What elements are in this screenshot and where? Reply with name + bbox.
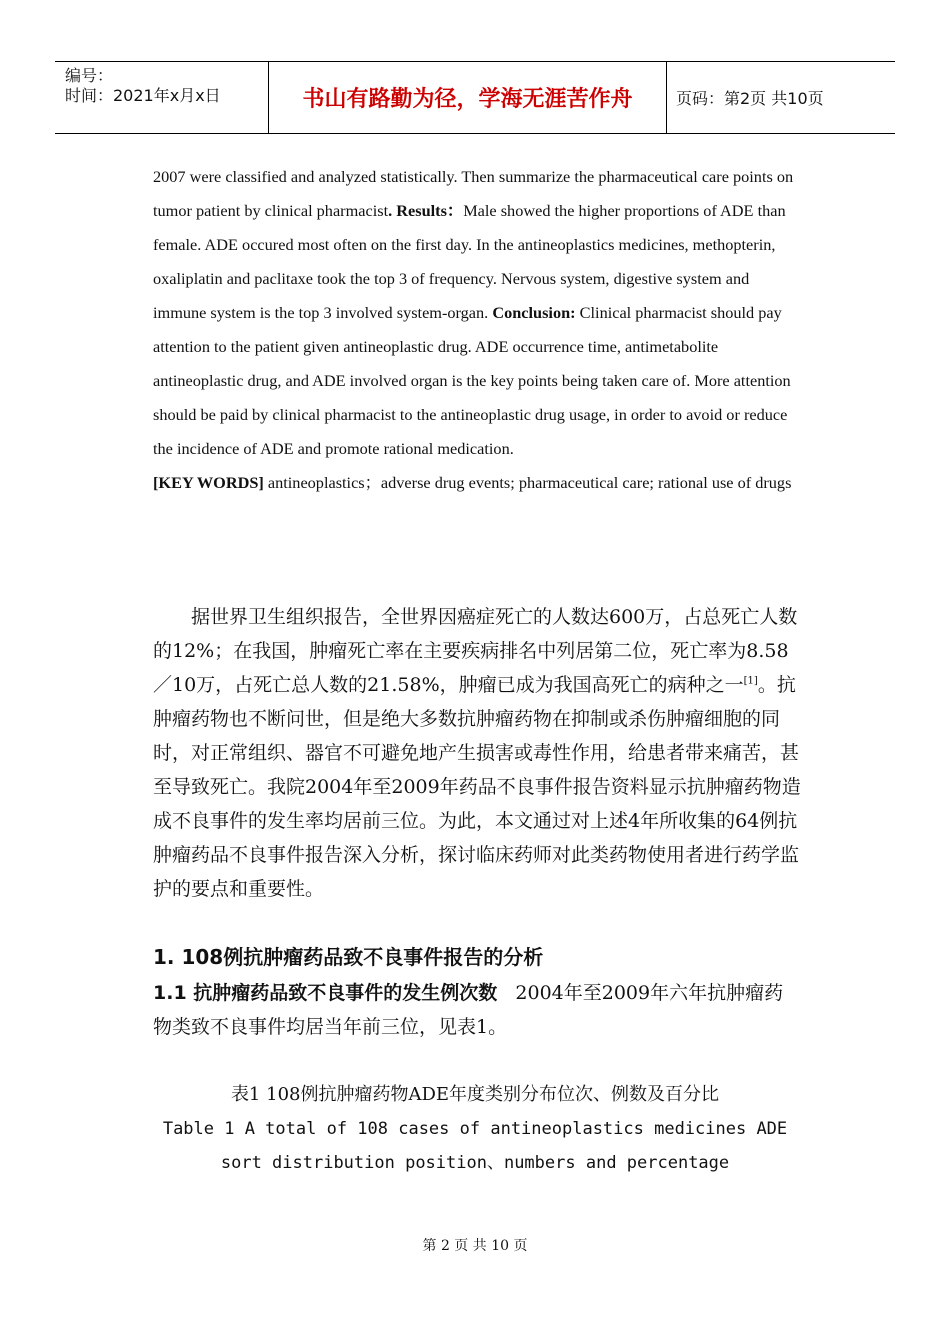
header-divider-right bbox=[666, 61, 667, 133]
header-serial-label: 编号： bbox=[65, 66, 114, 85]
table-caption-cn: 表1 108例抗肿瘤药物ADE年度类别分布位次、例数及百分比 bbox=[230, 1084, 720, 1105]
header-time-label: 时间：2021年x月x日 bbox=[65, 86, 221, 105]
abstract-intro-text: 2007 were classified and analyzed statistically. Then summarize the pharmaceutical care points on tumor patient by clinical pharmacist bbox=[153, 167, 794, 220]
keywords-text: antineoplastics；adverse drug events; pharmaceutical care; rational use of drugs bbox=[267, 473, 792, 492]
body-paragraph bbox=[153, 600, 801, 906]
abstract-conclusion-label: Conclusion: bbox=[492, 303, 576, 322]
abstract-conclusion-text: Clinical pharmacist should pay attention to the patient given antineoplastic drug. ADE occurrence time, antimetabolite antineoplastic drug, and ADE involved organ is the key points being taken care of. More attention should be paid by clinical pharmacist to the antineoplastic drug usage, in order to avoid or reduce the incidence of ADE and promote rational medication. bbox=[153, 303, 791, 458]
subsection-title: 1.1 抗肿瘤药品致不良事件的发生例次数 bbox=[153, 982, 498, 1004]
header-bottom-rule bbox=[55, 133, 895, 134]
abstract-block bbox=[153, 160, 803, 500]
page-footer: 第 2 页 共 10 页 bbox=[422, 1238, 528, 1254]
abstract-results-text: Male showed the higher proportions of ADE than female. ADE occured most often on the first day. In the antineoplastics medicines, methopterin, oxaliplatin and paclitaxe took the top 3 of frequency. Nervous system, digestive system and immune system is the top 3 involved system-organ. bbox=[153, 201, 786, 322]
body-block bbox=[153, 600, 801, 906]
table-caption-en-line1: Table 1 A total of 108 cases of antineoplastics medicines ADE bbox=[162, 1119, 788, 1139]
body-text-before-ref: 据世界卫生组织报告，全世界因癌症死亡的人数达600万，占总死亡人数的12%；在我国，肿瘤死亡率在主要疾病排名中列居第二位，死亡率为8.58／10万，占死亡总人数的21.58%，肿瘤已成为我国高死亡的病种之一 bbox=[153, 606, 798, 696]
header-page-label: 页码：第2页 共10页 bbox=[676, 89, 824, 108]
table-caption-en-line2: sort distribution position、numbers and percentage bbox=[220, 1153, 730, 1173]
keywords-paragraph bbox=[153, 466, 803, 500]
subsection-text: 2004年至2009年六年抗肿瘤药物类致不良事件均居当年前三位，见表1。 bbox=[153, 982, 784, 1038]
body-text-after-ref: 。抗肿瘤药物也不断问世，但是绝大多数抗肿瘤药物在抑制或杀伤肿瘤细胞的同时，对正常组织、器官不可避免地产生损害或毒性作用，给患者带来痛苦，甚至导致死亡。我院2004年至2009年药品不良事件报告资料显示抗肿瘤药物造成不良事件的发生率均居前三位。为此，本文通过对上述4年所收集的64例抗肿瘤药品不良事件报告深入分析，探讨临床药师对此类药物使用者进行药学监护的要点和重要性。 bbox=[153, 674, 801, 900]
header-motto: 书山有路勤为径，学海无涯苦作舟 bbox=[302, 86, 633, 112]
keywords-label: [KEY WORDS] bbox=[153, 473, 264, 492]
abstract-paragraph bbox=[153, 160, 803, 466]
subsection-paragraph bbox=[153, 976, 801, 1044]
section-title: 1. 108例抗肿瘤药品致不良事件报告的分析 bbox=[153, 945, 544, 969]
abstract-results-label: . Results： bbox=[388, 201, 464, 220]
citation-ref: [1] bbox=[743, 675, 758, 687]
